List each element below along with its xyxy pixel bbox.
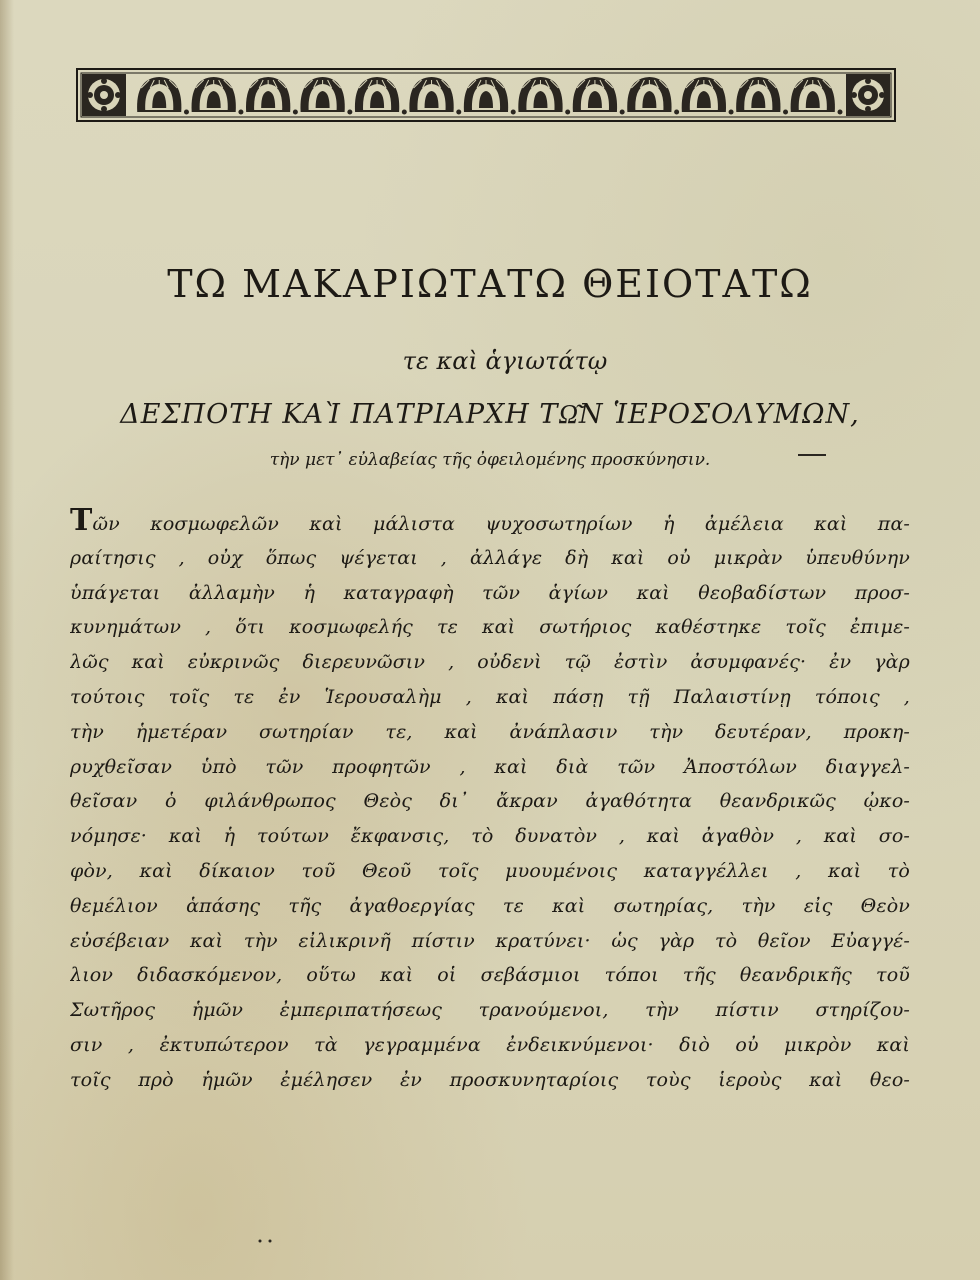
text-line: Σωτῆρος ἡμῶν ἐμπεριπατήσεως τρανούμενοι, τὴν πίστιν στηρίζου- — [70, 999, 910, 1022]
text-line-content: ῶν κοσμωφελῶν καὶ μάλιστα ψυχοσωτηρίων ἡ ἀμέλεια καὶ πα- — [92, 513, 910, 535]
ink-speck-icon — [256, 1238, 276, 1244]
dedication-greeting — [60, 448, 920, 472]
frieze-dot-icon — [620, 110, 625, 115]
frieze-dot-icon — [565, 110, 570, 115]
scallop-shell-icon — [682, 77, 726, 112]
frieze-dot-icon — [347, 110, 352, 115]
frieze-dot-icon — [783, 110, 788, 115]
scallop-shell-icon — [736, 77, 780, 112]
dedication-heading — [60, 262, 920, 472]
drop-initial: Τ — [70, 506, 93, 538]
scallop-shell-icon — [409, 77, 453, 112]
frieze-dot-icon — [238, 110, 243, 115]
dash-mark — [798, 454, 826, 456]
page-edge-shadow — [0, 0, 14, 1280]
scallop-shell-icon — [518, 77, 562, 112]
dedication-title: ΤΩ ΜΑΚΑΡΙΩΤΑΤΩ ΘΕΙΟΤΑΤΩ — [167, 262, 813, 306]
text-line — [70, 506, 910, 541]
rosette-right-icon — [846, 74, 890, 116]
frieze-dot-icon — [729, 110, 734, 115]
text-line: λιον διδασκόμενον, οὕτω καὶ οἱ σεβάσμιοι τόποι τῆς θεανδρικῆς τοῦ — [70, 964, 910, 987]
frieze-dot-icon — [456, 110, 461, 115]
text-line: εὐσέβειαν καὶ τὴν εἰλικρινῆ πίστιν κρατύνει· ὡς γὰρ τὸ θεῖον Εὐαγγέ- — [70, 929, 910, 952]
ornamental-headpiece — [76, 68, 896, 122]
body-paragraph — [70, 506, 910, 1098]
text-line: λῶς καὶ εὐκρινῶς διερευνῶσιν , οὐδενὶ τῷ ἐστὶν ἀσυμφανές· ἐν γὰρ — [70, 651, 910, 674]
text-line: νόμησε· καὶ ἡ τούτων ἔκφανσις, τὸ δυνατὸν , καὶ ἀγαθὸν , καὶ σο- — [70, 825, 910, 848]
scallop-shell-icon — [137, 77, 181, 112]
text-line: ραίτησις , οὐχ ὅπως ψέγεται , ἀλλάγε δὴ καὶ οὐ μικρὰν ὑπευθύνην — [70, 546, 910, 569]
text-line: φὸν, καὶ δίκαιον τοῦ Θεοῦ τοῖς μυουμένοις καταγγέλλει , καὶ τὸ — [70, 859, 910, 882]
scallop-shell-icon — [246, 77, 290, 112]
text-line: θεῖσαν ὁ φιλάνθρωπος Θεὸς δι᾽ ἄκραν ἀγαθότητα θεανδρικῶς ᾠκο- — [70, 790, 910, 813]
frieze-dot-icon — [402, 110, 407, 115]
text-line: τούτοις τοῖς τε ἐν Ἱερουσαλὴμ , καὶ πάσῃ τῇ Παλαιστίνῃ τόποις , — [70, 685, 910, 708]
rosette-left-icon — [82, 74, 126, 116]
text-line: ρυχθεῖσαν ὑπὸ τῶν προφητῶν , καὶ διὰ τῶν Ἀποστόλων διαγγελ- — [70, 755, 910, 778]
scallop-shell-icon — [300, 77, 344, 112]
dedication-subtitle: τε καὶ ἁγιωτάτῳ — [402, 347, 608, 375]
scallop-shell-icon — [464, 77, 508, 112]
frieze-dot-icon — [511, 110, 516, 115]
text-line: σιν , ἐκτυπώτερον τὰ γεγραμμένα ἐνδεικνύμενοι· διὸ οὐ μικρὸν καὶ — [70, 1033, 910, 1056]
headpiece-ornament-graphic — [76, 68, 896, 122]
frieze-dot-icon — [838, 110, 843, 115]
text-line: κυνημάτων , ὅτι κοσμωφελής τε καὶ σωτήριος καθέστηκε τοῖς ἐπιμε- — [70, 616, 910, 639]
text-line: τὴν ἡμετέραν σωτηρίαν τε, καὶ ἀνάπλασιν τὴν δευτέραν, προκη- — [70, 720, 910, 743]
text-line: θεμέλιον ἁπάσης τῆς ἀγαθοεργίας τε καὶ σωτηρίας, τὴν εἰς Θεὸν — [70, 894, 910, 917]
scallop-shell-icon — [627, 77, 671, 112]
dedication-greeting-text: τὴν μετ᾽ εὐλαβείας τῆς ὀφειλομένης προσκύνησιν. — [269, 450, 711, 470]
frieze-dot-icon — [184, 110, 189, 115]
scallop-shell-icon — [791, 77, 835, 112]
frieze-dot-icon — [293, 110, 298, 115]
scallop-shell-icon — [573, 77, 617, 112]
text-line: τοῖς πρὸ ἡμῶν ἐμέλησεν ἐν προσκυνηταρίοις τοὺς ἱεροὺς καὶ θεο- — [70, 1068, 910, 1091]
scallop-shell-icon — [355, 77, 399, 112]
dedication-addressee: ΔΕΣΠΟΤΗ ΚΑῚ ΠΑΤΡΙΑΡΧΗ ΤΩ͂Ν ἹΕΡΟΣΟΛΥΜΩΝ, — [120, 399, 860, 430]
scallop-frieze-icon — [137, 77, 842, 115]
text-line: ὑπάγεται ἀλλαμὴν ἡ καταγραφὴ τῶν ἁγίων καὶ θεοβαδίστων προσ- — [70, 581, 910, 604]
frieze-dot-icon — [674, 110, 679, 115]
scallop-shell-icon — [192, 77, 236, 112]
